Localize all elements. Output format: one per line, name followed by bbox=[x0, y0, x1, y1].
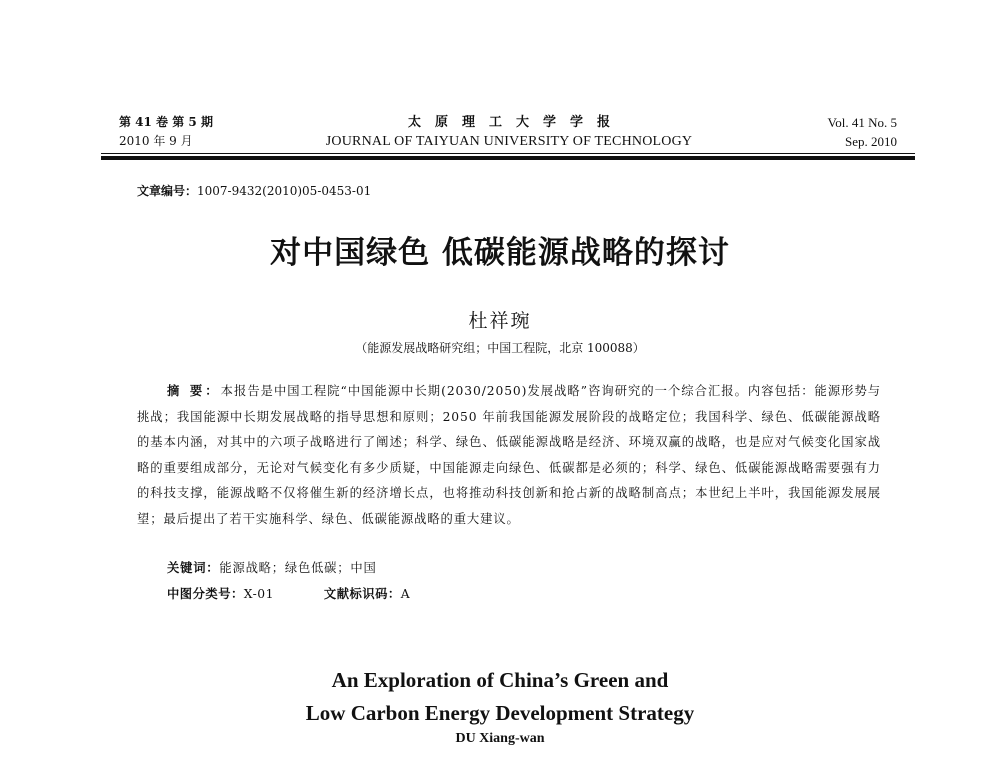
journal-name-cn: 太原理工大学学报 bbox=[407, 115, 624, 130]
issue-info-en bbox=[828, 113, 897, 151]
issue-date: 2010 年 9 月 bbox=[119, 134, 193, 148]
volume-issue: 第 41 卷 第 5 期 bbox=[119, 115, 213, 129]
english-title bbox=[0, 664, 1000, 730]
keywords bbox=[167, 558, 377, 576]
journal-name bbox=[279, 113, 739, 151]
doc-code-label: 文献标识码： bbox=[323, 586, 401, 601]
doc-code-value: A bbox=[400, 587, 411, 601]
article-number-value: 1007-9432(2010)05-0453-01 bbox=[197, 184, 372, 198]
volume-issue-en: Vol. 41 No. 5 bbox=[827, 115, 897, 130]
classification bbox=[167, 584, 410, 602]
article-number bbox=[137, 182, 371, 199]
english-author: DU Xiang-wan bbox=[455, 731, 545, 746]
paper-title: 对中国绿色 低碳能源战略的探讨 bbox=[270, 235, 730, 271]
abstract-text: 本报告是中国工程院“中国能源中长期(2030/2050)发展战略”咨询研究的一个综合汇报。内容包括：能源形势与挑战；我国能源中长期发展战略的指导思想和原则；2050 年前我国能源发展阶段的战略定位；我国科学、绿色、低碳能源战略的基本内涵，对其中的六项子战略进行了阐述；科学、绿色、低碳能源战略是经济、环境双赢的战略，也是应对气候变化国家战略的重要组成部分，无论对气候变化有多少质疑，中国能源走向绿色、低碳都是必须的；科学、绿色、低碳能源战略需要强有力的科技支撑，能源战略不仅将催生新的经济增长点，也将推动科技创新和抢占新的战略制高点；本世纪上半叶，我国能源发展展望；最后提出了若干实施科学、绿色、低碳能源战略的重大建议。 bbox=[137, 384, 881, 526]
english-title-line-2: Low Carbon Energy Development Strategy bbox=[305, 701, 695, 725]
journal-header bbox=[119, 113, 897, 153]
clc-label: 中图分类号： bbox=[167, 586, 244, 601]
article-number-label: 文章编号： bbox=[137, 184, 198, 198]
abstract bbox=[137, 378, 881, 533]
keywords-label: 关键词： bbox=[167, 560, 220, 575]
english-title-line-1: An Exploration of China’s Green and bbox=[331, 668, 669, 692]
author-affiliation: （能源发展战略研究组；中国工程院，北京 100088） bbox=[355, 341, 645, 355]
paper-author: 杜祥琬 bbox=[468, 310, 532, 332]
header-rule-thick bbox=[101, 156, 915, 160]
issue-info bbox=[119, 113, 213, 151]
journal-name-en: JOURNAL OF TAIYUAN UNIVERSITY OF TECHNOLOGY bbox=[325, 134, 693, 149]
abstract-label: 摘 要： bbox=[167, 383, 221, 398]
header-rule-thin bbox=[101, 153, 915, 154]
issue-date-en: Sep. 2010 bbox=[845, 134, 897, 149]
keywords-text: 能源战略；绿色低碳；中国 bbox=[219, 561, 377, 575]
clc-value: X-01 bbox=[243, 587, 274, 601]
